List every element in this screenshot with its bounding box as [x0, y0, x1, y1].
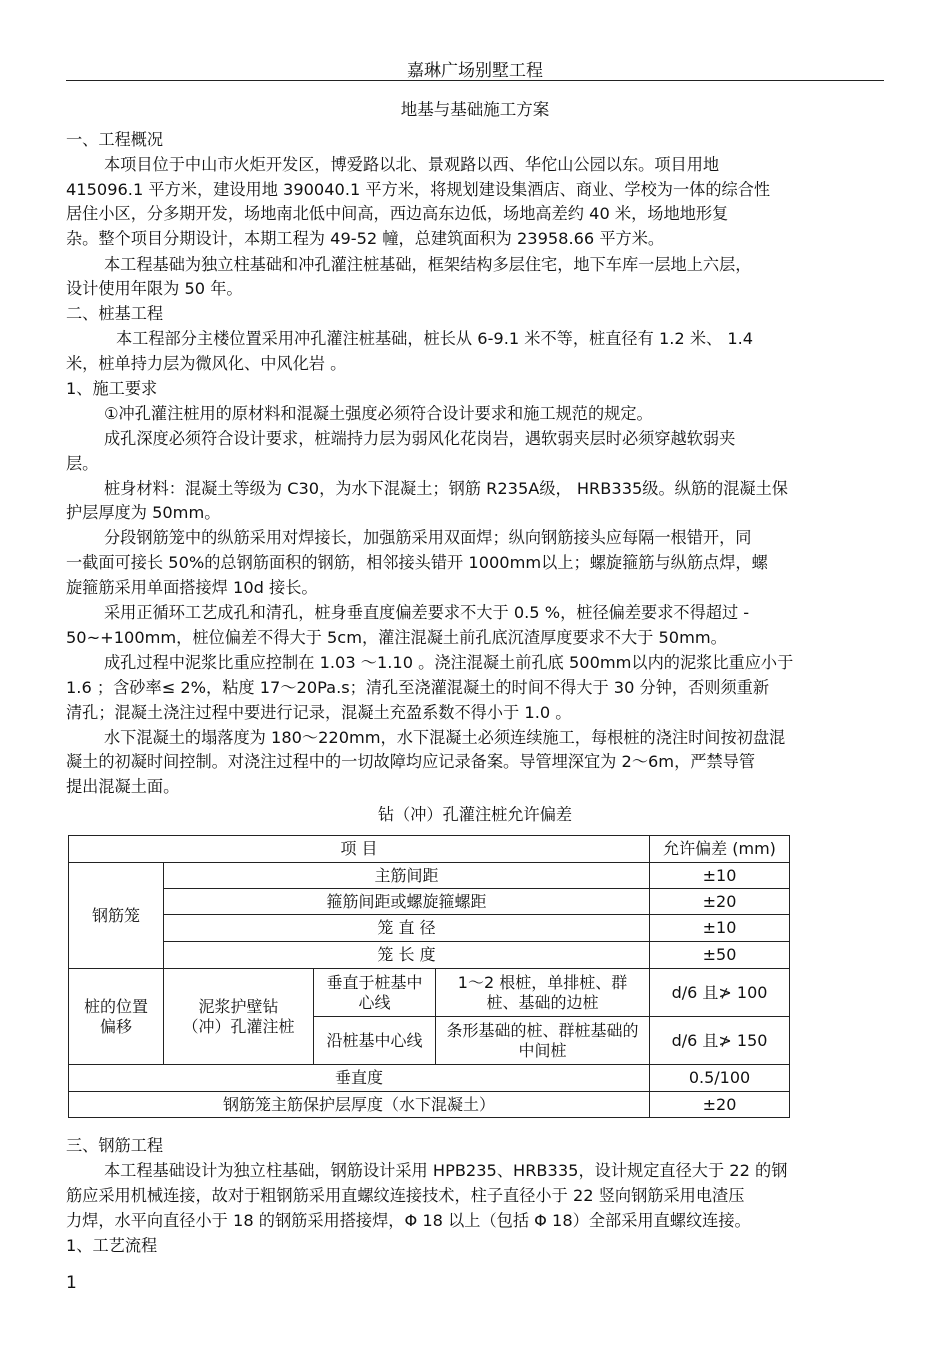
table-header-row	[69, 836, 790, 863]
section-heading: 三、钢筋工程	[66, 1136, 164, 1155]
cover-thickness-tolerance: ±20	[650, 1092, 790, 1118]
paragraph-line: 力焊，水平向直径小于 18 的钢筋采用搭接焊，Φ 18 以上（包括 Φ 18）全部采用直螺纹连接。	[66, 1211, 751, 1230]
stirrup-spacing-tolerance: ±20	[650, 889, 790, 915]
paragraph-line: 旋箍筋采用单面搭接焊 10d 接长。	[66, 578, 318, 597]
main-spacing-cell: 主筋间距	[164, 863, 650, 889]
main-spacing-tolerance: ±10	[650, 863, 790, 889]
paragraph-line: 采用正循环工艺成孔和清孔，桩身垂直度偏差要求不大于 0.5 %，桩径偏差要求不得超过 -	[104, 603, 750, 622]
verticality-cell: 垂直度	[69, 1065, 650, 1092]
paragraph-line: 一截面可接长 50%的总钢筋面积的钢筋，相邻接头错开 1000mm以上；螺旋箍筋与纵筋点焊，螺	[66, 553, 768, 572]
paragraph-line: 本工程基础为独立柱基础和冲孔灌注桩基础，框架结构多层住宅，地下车库一层地上六层，	[104, 255, 752, 274]
position-group-cell: 桩的位置偏移	[69, 969, 164, 1065]
paragraph-line: 清孔；混凝土浇注过程中要进行记录，混凝土充盈系数不得小于 1.0 。	[66, 703, 572, 722]
paragraph-line: 设计使用年限为 50 年。	[66, 279, 243, 298]
paragraph-line: 水下混凝土的塌落度为 180～220mm，水下混凝土必须连续施工，每根桩的浇注时间按初盘混	[104, 728, 786, 747]
section-heading: 一、工程概况	[66, 130, 164, 149]
paragraph-line: 桩身材料：混凝土等级为 C30，为水下混凝土；钢筋 R235A级， HRB335级。纵筋的混凝土保	[104, 479, 788, 498]
tolerance-table	[68, 835, 790, 1118]
cage-length-tolerance: ±50	[650, 942, 790, 969]
table-row	[69, 863, 790, 889]
perpendicular-cell: 垂直于桩基中心线	[314, 969, 436, 1017]
paragraph-line: 凝土的初凝时间控制。对浇注过程中的一切故障均应记录备案。导管埋深宜为 2～6m，严禁导管	[66, 752, 756, 771]
paragraph-line: ①冲孔灌注桩用的原材料和混凝土强度必须符合设计要求和施工规范的规定。	[104, 404, 653, 423]
perpendicular-desc-cell: 1～2 根桩，单排桩、群桩、基础的边桩	[436, 969, 650, 1017]
table-row	[69, 942, 790, 969]
paragraph-line: 分段钢筋笼中的纵筋采用对焊接长，加强筋采用双面焊；纵向钢筋接头应每隔一根错开，同	[104, 528, 752, 547]
subsection-heading: 1、工艺流程	[66, 1236, 158, 1255]
cage-length-cell: 笼 长 度	[164, 942, 650, 969]
document-title: 地基与基础施工方案	[400, 100, 550, 119]
perpendicular-tolerance: d/6 且≯ 100	[650, 969, 790, 1017]
table-row	[69, 1065, 790, 1092]
paragraph-line: 层。	[66, 454, 99, 473]
section-heading: 二、桩基工程	[66, 304, 164, 323]
header-tolerance-cell: 允许偏差 (mm)	[650, 836, 790, 863]
page-number: 1	[66, 1273, 77, 1293]
along-axis-cell: 沿桩基中心线	[314, 1017, 436, 1065]
paragraph-line: 1.6 ；含砂率≤ 2%，粘度 17～20Pa.s；清孔至浇灌混凝土的时间不得大于 30 分钟，否则须重新	[66, 678, 770, 697]
paragraph-line: 居住小区，分多期开发，场地南北低中间高，西边高东边低，场地高差约 40 米，场地地形复	[66, 204, 729, 223]
table-row	[69, 889, 790, 915]
paragraph-line: 提出混凝土面。	[66, 777, 180, 796]
table-row	[69, 969, 790, 1017]
paragraph-line: 成孔深度必须符合设计要求，桩端持力层为弱风化花岗岩，遇软弱夹层时必须穿越软弱夹	[104, 429, 736, 448]
paragraph-line: 护层厚度为 50mm。	[66, 503, 221, 522]
paragraph-line: 成孔过程中泥浆比重应控制在 1.03 ～1.10 。浇注混凝土前孔底 500mm以内的泥浆比重应小于	[104, 653, 794, 672]
table-row	[69, 915, 790, 942]
header-divider	[66, 80, 884, 81]
paragraph-line: 筋应采用机械连接，故对于粗钢筋采用直螺纹连接技术，柱子直径小于 22 竖向钢筋采用电渣压	[66, 1186, 745, 1205]
paragraph-line: 415096.1 平方米，建设用地 390040.1 平方米，将规划建设集酒店、商业、学校为一体的综合性	[66, 180, 771, 199]
along-axis-desc-cell: 条形基础的桩、群桩基础的中间桩	[436, 1017, 650, 1065]
paragraph-line: 本工程基础设计为独立柱基础，钢筋设计采用 HPB235、HRB335，设计规定直径大于 22 的钢	[104, 1161, 788, 1180]
header-item-cell: 项 目	[69, 836, 650, 863]
paragraph-line: 米，桩单持力层为微风化、中风化岩 。	[66, 354, 347, 373]
cage-group-cell: 钢筋笼	[69, 863, 164, 969]
pile-type-cell: 泥浆护壁钻（冲）孔灌注桩	[164, 969, 314, 1065]
paragraph-line: 本项目位于中山市火炬开发区，博爱路以北、景观路以西、华佗山公园以东。项目用地	[104, 155, 720, 174]
cage-diameter-cell: 笼 直 径	[164, 915, 650, 942]
cage-diameter-tolerance: ±10	[650, 915, 790, 942]
paragraph-line: 杂。整个项目分期设计，本期工程为 49-52 幢，总建筑面积为 23958.66 平方米。	[66, 229, 665, 248]
verticality-tolerance: 0.5/100	[650, 1065, 790, 1092]
stirrup-spacing-cell: 箍筋间距或螺旋箍螺距	[164, 889, 650, 915]
along-axis-tolerance: d/6 且≯ 150	[650, 1017, 790, 1065]
cover-thickness-cell: 钢筋笼主筋保护层厚度（水下混凝土）	[69, 1092, 650, 1118]
paragraph-line: 本工程部分主楼位置采用冲孔灌注桩基础，桩长从 6-9.1 米不等，桩直径有 1.2 米、 1.4	[116, 329, 754, 348]
paragraph-line: 50~+100mm，桩位偏差不得大于 5cm，灌注混凝土前孔底沉渣厚度要求不大于 50mm。	[66, 628, 727, 647]
table-row	[69, 1092, 790, 1118]
header-title: 嘉琳广场别墅工程	[407, 61, 543, 81]
table-caption: 钻（冲）孔灌注桩允许偏差	[377, 805, 573, 824]
subsection-heading: 1、施工要求	[66, 379, 158, 398]
